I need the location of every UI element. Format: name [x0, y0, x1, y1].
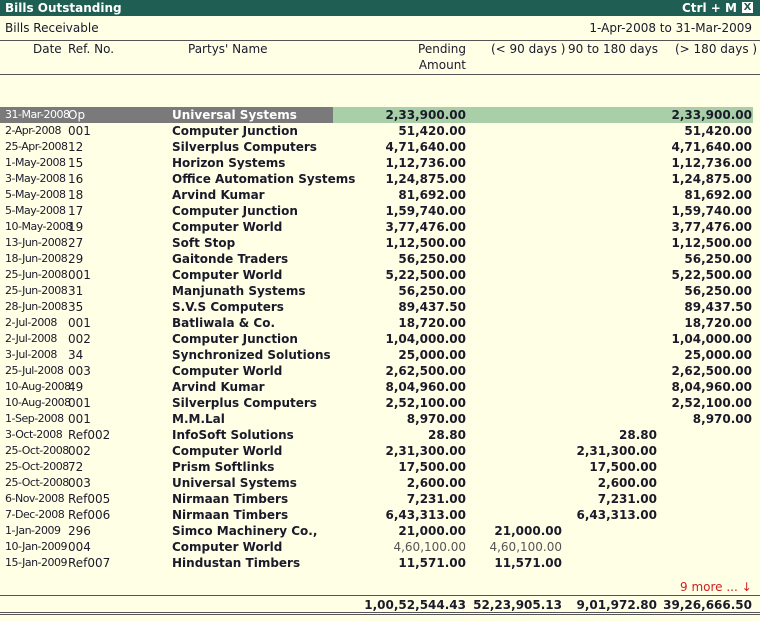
- row-date: 3-Oct-2008: [5, 428, 63, 441]
- row-pending-amount: 1,12,500.00: [385, 236, 466, 250]
- table-row[interactable]: [0, 267, 760, 283]
- totals-bottom-rule-2: [0, 614, 760, 615]
- row-party-name: Universal Systems: [172, 108, 297, 122]
- row-pending-amount: 1,24,875.00: [385, 172, 466, 186]
- row-pending-amount: 4,60,100.00: [393, 540, 466, 554]
- row-pending-amount: 56,250.00: [398, 284, 466, 298]
- row-90-180-amount: 17,500.00: [589, 460, 657, 474]
- close-icon[interactable]: X: [743, 2, 752, 13]
- row-date: 25-Oct-2008: [5, 476, 69, 489]
- table-row[interactable]: [0, 187, 760, 203]
- table-row[interactable]: [0, 459, 760, 475]
- total-lt90: 52,23,905.13: [473, 598, 562, 612]
- row-90-180-amount: 6,43,313.00: [576, 508, 657, 522]
- table-row[interactable]: [0, 171, 760, 187]
- row-ref: 12: [68, 140, 84, 154]
- total-90-180: 9,01,972.80: [576, 598, 657, 612]
- row-gt180-amount: 1,12,500.00: [671, 236, 752, 250]
- row-date: 25-Apr-2008: [5, 140, 68, 153]
- row-gt180-amount: 25,000.00: [684, 348, 752, 362]
- table-row[interactable]: [0, 155, 760, 171]
- row-party-name: Prism Softlinks: [172, 460, 275, 474]
- row-gt180-amount: 5,22,500.00: [671, 268, 752, 282]
- title-bar: [0, 0, 760, 16]
- row-date: 28-Jun-2008: [5, 300, 68, 313]
- row-party-name: Computer World: [172, 540, 283, 554]
- row-party-name: Computer World: [172, 444, 283, 458]
- row-party-name: Silverplus Computers: [172, 396, 317, 410]
- row-gt180-amount: 18,720.00: [684, 316, 752, 330]
- row-party-name: Gaitonde Traders: [172, 252, 289, 266]
- row-lt90-amount: 11,571.00: [494, 556, 562, 570]
- col-gt180-header: (> 180 days ): [675, 42, 758, 56]
- row-date: 25-Jun-2008: [5, 284, 68, 297]
- row-party-name: Arvind Kumar: [172, 380, 265, 394]
- row-pending-amount: 6,43,313.00: [385, 508, 466, 522]
- row-ref: 49: [68, 380, 84, 394]
- row-ref: 001: [68, 396, 91, 410]
- row-ref: 003: [68, 364, 91, 378]
- row-date: 18-Jun-2008: [5, 252, 68, 265]
- table-row[interactable]: [0, 507, 760, 523]
- row-90-180-amount: 7,231.00: [597, 492, 657, 506]
- row-ref: 001: [68, 124, 91, 138]
- table-row[interactable]: [0, 219, 760, 235]
- table-row[interactable]: [0, 139, 760, 155]
- row-ref: 002: [68, 444, 91, 458]
- row-party-name: M.M.Lal: [172, 412, 225, 426]
- row-gt180-amount: 1,24,875.00: [671, 172, 752, 186]
- row-gt180-amount: 1,59,740.00: [671, 204, 752, 218]
- table-row[interactable]: [0, 251, 760, 267]
- col-ref-header: Ref. No.: [68, 42, 115, 56]
- row-pending-amount: 25,000.00: [398, 348, 466, 362]
- row-party-name: Horizon Systems: [172, 156, 286, 170]
- row-date: 3-Jul-2008: [5, 348, 57, 361]
- table-row[interactable]: [0, 123, 760, 139]
- row-ref: 34: [68, 348, 84, 362]
- row-gt180-amount: 81,692.00: [684, 188, 752, 202]
- row-ref: Op: [68, 108, 86, 122]
- row-date: 10-Aug-2008: [5, 396, 71, 409]
- table-row[interactable]: [0, 363, 760, 379]
- row-pending-amount: 21,000.00: [398, 524, 466, 538]
- row-ref: 27: [68, 236, 84, 250]
- column-header-divider: [0, 74, 760, 75]
- col-90-180-header: 90 to 180 days: [568, 42, 658, 56]
- row-gt180-amount: 56,250.00: [684, 252, 752, 266]
- row-gt180-amount: 1,12,736.00: [671, 156, 752, 170]
- row-date: 10-Jan-2009: [5, 540, 67, 553]
- table-row[interactable]: [0, 475, 760, 491]
- row-lt90-amount: 4,60,100.00: [489, 540, 562, 554]
- col-pending-header-1: Pending: [418, 42, 466, 56]
- row-ref: Ref007: [68, 556, 111, 570]
- row-date: 25-Oct-2008: [5, 444, 69, 457]
- row-date: 1-May-2008: [5, 156, 66, 169]
- row-ref: 15: [68, 156, 84, 170]
- row-party-name: Computer Junction: [172, 124, 298, 138]
- table-row[interactable]: [0, 315, 760, 331]
- row-date: 6-Nov-2008: [5, 492, 65, 505]
- row-ref: 18: [68, 188, 84, 202]
- bills-table: [0, 107, 760, 571]
- row-party-name: Computer World: [172, 220, 283, 234]
- row-gt180-amount: 8,970.00: [692, 412, 752, 426]
- table-row[interactable]: [0, 523, 760, 539]
- row-ref: Ref005: [68, 492, 111, 506]
- row-ref: 35: [68, 300, 84, 314]
- shortcut-label: Ctrl + M: [682, 1, 737, 15]
- col-lt90-header: (< 90 days ): [491, 42, 566, 56]
- window-title: Bills Outstanding: [5, 1, 122, 15]
- row-gt180-amount: 2,52,100.00: [671, 396, 752, 410]
- row-gt180-amount: 2,62,500.00: [671, 364, 752, 378]
- row-date: 2-Jul-2008: [5, 332, 57, 345]
- row-date: 10-Aug-2008: [5, 380, 71, 393]
- row-gt180-amount: 2,33,900.00: [671, 108, 752, 122]
- row-gt180-amount: 51,420.00: [684, 124, 752, 138]
- row-pending-amount: 81,692.00: [398, 188, 466, 202]
- row-ref: 31: [68, 284, 84, 298]
- row-party-name: Nirmaan Timbers: [172, 508, 289, 522]
- row-ref: 296: [68, 524, 91, 538]
- row-pending-amount: 11,571.00: [398, 556, 466, 570]
- row-pending-amount: 7,231.00: [406, 492, 466, 506]
- totals-bottom-rule: [0, 612, 760, 613]
- table-row[interactable]: [0, 411, 760, 427]
- row-gt180-amount: 56,250.00: [684, 284, 752, 298]
- row-pending-amount: 3,77,476.00: [385, 220, 466, 234]
- table-row[interactable]: [0, 555, 760, 571]
- row-pending-amount: 8,970.00: [406, 412, 466, 426]
- row-pending-amount: 5,22,500.00: [385, 268, 466, 282]
- row-pending-amount: 2,33,900.00: [385, 108, 466, 122]
- row-date: 31-Mar-2008: [5, 108, 70, 121]
- row-ref: 17: [68, 204, 84, 218]
- table-row[interactable]: [0, 539, 760, 555]
- row-ref: 001: [68, 316, 91, 330]
- total-gt180: 39,26,666.50: [663, 598, 752, 612]
- row-ref: 001: [68, 412, 91, 426]
- row-pending-amount: 28.80: [428, 428, 466, 442]
- table-row[interactable]: [0, 427, 760, 443]
- row-party-name: Office Automation Systems: [172, 172, 356, 186]
- row-party-name: Arvind Kumar: [172, 188, 265, 202]
- row-party-name: Computer World: [172, 268, 283, 282]
- col-date-header: Date: [33, 42, 62, 56]
- table-row[interactable]: [0, 107, 760, 123]
- row-date: 25-Jul-2008: [5, 364, 64, 377]
- row-90-180-amount: 2,600.00: [597, 476, 657, 490]
- row-date: 25-Jun-2008: [5, 268, 68, 281]
- row-date: 2-Apr-2008: [5, 124, 62, 137]
- row-pending-amount: 1,59,740.00: [385, 204, 466, 218]
- row-pending-amount: 1,04,000.00: [385, 332, 466, 346]
- totals-divider: [0, 595, 760, 596]
- col-pending-header-2: Amount: [418, 58, 466, 72]
- row-90-180-amount: 2,31,300.00: [576, 444, 657, 458]
- row-90-180-amount: 28.80: [619, 428, 657, 442]
- row-party-name: Simco Machinery Co.,: [172, 524, 318, 538]
- row-date: 10-May-2008: [5, 220, 72, 233]
- row-pending-amount: 18,720.00: [398, 316, 466, 330]
- row-date: 1-Jan-2009: [5, 524, 61, 537]
- row-pending-amount: 51,420.00: [398, 124, 466, 138]
- row-pending-amount: 4,71,640.00: [385, 140, 466, 154]
- row-party-name: Nirmaan Timbers: [172, 492, 289, 506]
- report-period: 1-Apr-2008 to 31-Mar-2009: [589, 21, 752, 35]
- row-ref: 29: [68, 252, 84, 266]
- row-ref: 004: [68, 540, 91, 554]
- row-pending-amount: 2,52,100.00: [385, 396, 466, 410]
- row-ref: 19: [68, 220, 84, 234]
- row-date: 25-Oct-2008: [5, 460, 69, 473]
- row-ref: Ref002: [68, 428, 111, 442]
- row-date: 15-Jan-2009: [5, 556, 67, 569]
- row-ref: 001: [68, 268, 91, 282]
- row-party-name: Computer Junction: [172, 332, 298, 346]
- table-row[interactable]: [0, 395, 760, 411]
- row-pending-amount: 8,04,960.00: [385, 380, 466, 394]
- row-date: 7-Dec-2008: [5, 508, 65, 521]
- row-party-name: Batliwala & Co.: [172, 316, 276, 330]
- row-party-name: Hindustan Timbers: [172, 556, 301, 570]
- row-ref: 72: [68, 460, 84, 474]
- table-row[interactable]: [0, 299, 760, 315]
- report-name: Bills Receivable: [5, 21, 99, 35]
- row-date: 3-May-2008: [5, 172, 66, 185]
- row-gt180-amount: 4,71,640.00: [671, 140, 752, 154]
- table-row[interactable]: [0, 235, 760, 251]
- table-row[interactable]: [0, 283, 760, 299]
- row-gt180-amount: 89,437.50: [684, 300, 752, 314]
- row-gt180-amount: 8,04,960.00: [671, 380, 752, 394]
- row-pending-amount: 2,62,500.00: [385, 364, 466, 378]
- table-row[interactable]: [0, 331, 760, 347]
- row-pending-amount: 2,31,300.00: [385, 444, 466, 458]
- row-party-name: S.V.S Computers: [172, 300, 284, 314]
- row-party-name: Computer Junction: [172, 204, 298, 218]
- table-row[interactable]: [0, 443, 760, 459]
- row-party-name: Synchronized Solutions: [172, 348, 331, 362]
- row-pending-amount: 2,600.00: [406, 476, 466, 490]
- row-date: 5-May-2008: [5, 204, 66, 217]
- row-party-name: InfoSoft Solutions: [172, 428, 294, 442]
- row-ref: Ref006: [68, 508, 111, 522]
- table-row[interactable]: [0, 347, 760, 363]
- row-date: 13-Jun-2008: [5, 236, 68, 249]
- table-row[interactable]: [0, 379, 760, 395]
- row-ref: 003: [68, 476, 91, 490]
- row-gt180-amount: 3,77,476.00: [671, 220, 752, 234]
- row-party-name: Manjunath Systems: [172, 284, 306, 298]
- row-pending-amount: 56,250.00: [398, 252, 466, 266]
- row-date: 2-Jul-2008: [5, 316, 57, 329]
- row-pending-amount: 17,500.00: [398, 460, 466, 474]
- row-gt180-amount: 1,04,000.00: [671, 332, 752, 346]
- row-party-name: Universal Systems: [172, 476, 297, 490]
- row-lt90-amount: 21,000.00: [494, 524, 562, 538]
- row-pending-amount: 1,12,736.00: [385, 156, 466, 170]
- row-party-name: Silverplus Computers: [172, 140, 317, 154]
- row-ref: 16: [68, 172, 84, 186]
- table-row[interactable]: [0, 491, 760, 507]
- table-row[interactable]: [0, 203, 760, 219]
- row-date: 5-May-2008: [5, 188, 66, 201]
- row-party-name: Soft Stop: [172, 236, 236, 250]
- total-pending: 1,00,52,544.43: [364, 598, 466, 612]
- row-ref: 002: [68, 332, 91, 346]
- row-pending-amount: 89,437.50: [398, 300, 466, 314]
- col-party-header: Partys' Name: [188, 42, 268, 56]
- row-date: 1-Sep-2008: [5, 412, 64, 425]
- header-divider: [0, 40, 760, 41]
- row-party-name: Computer World: [172, 364, 283, 378]
- more-indicator[interactable]: 9 more ... ↓: [680, 580, 752, 594]
